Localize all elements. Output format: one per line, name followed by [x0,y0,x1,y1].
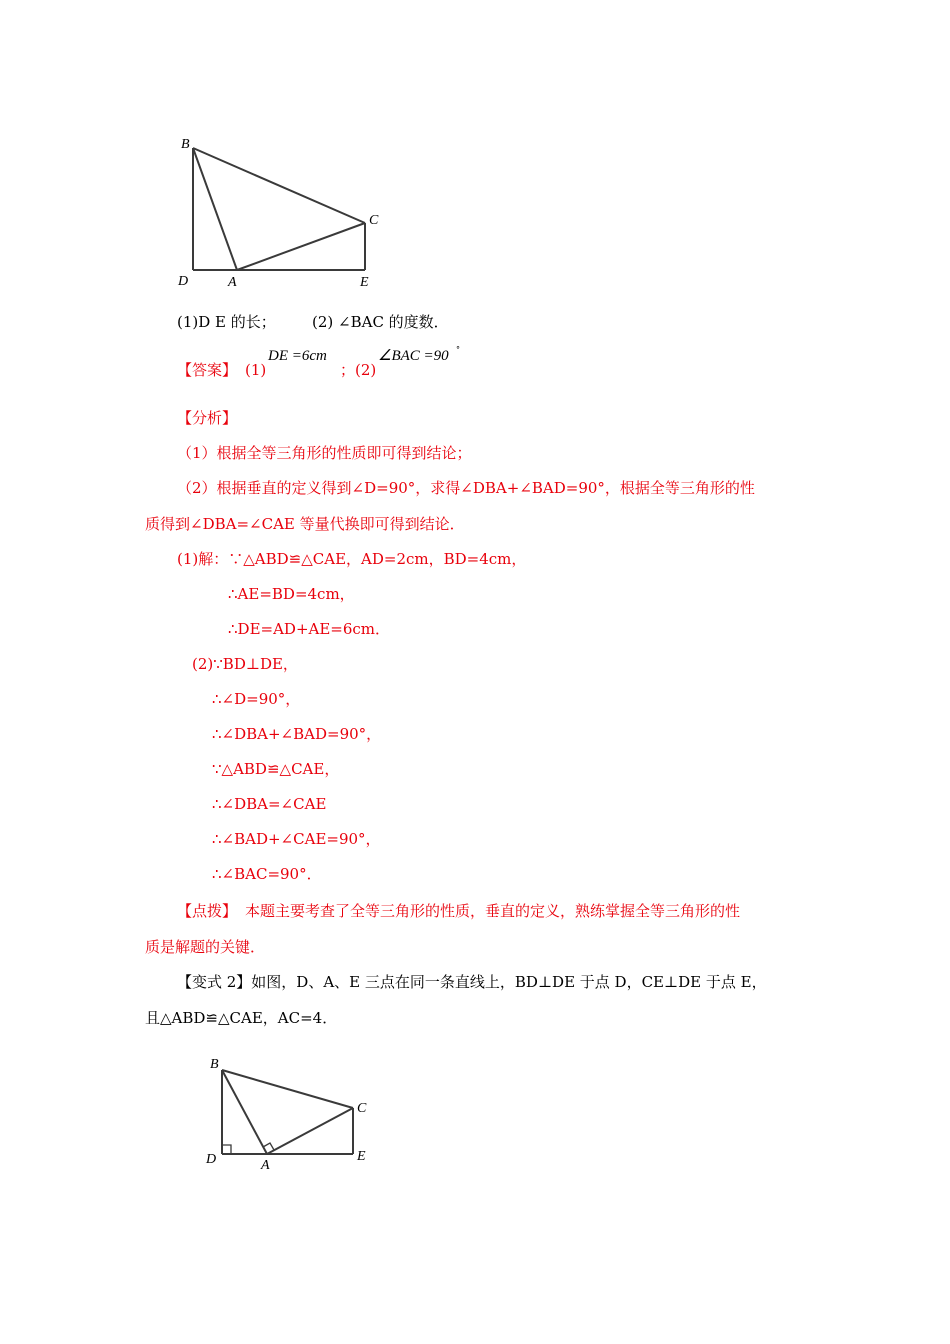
solution-step-9: ∴∠BAD+∠CAE=90°， [212,830,381,848]
solution-step-2: ∴AE=BD=4cm， [228,585,355,603]
answer-degree-mark: ° [456,345,460,354]
solution-step-8: ∴∠DBA=∠CAE [212,795,327,813]
label-b: B [181,137,190,152]
variant-line-2: 且△ABD≌△CAE，AC=4． [145,1009,338,1027]
solution-step-7: ∵△ABD≌△CAE， [212,760,340,778]
answer-separator: ；(2) [340,361,377,379]
tip-line-2: 质是解题的关键． [145,938,266,956]
analysis-line-3: 质得到∠DBA=∠CAE 等量代换即可得到结论． [145,515,465,533]
answer-part2-math: ∠BAC =90 [378,348,449,364]
solution-step-6: ∴∠DBA+∠BAD=90°， [212,725,382,743]
segment-ac [237,223,365,270]
label-a: A [261,1158,270,1173]
label-e: E [357,1149,366,1164]
label-d: D [206,1152,217,1167]
question-2: (2) ∠BAC 的度数． [312,313,449,331]
right-angle-mark-d [222,1145,231,1154]
label-c: C [357,1101,367,1116]
segment-ba [222,1070,267,1154]
label-e: E [360,275,369,290]
variant-line-1: 【变式 2】如图，D、A、E 三点在同一条直线上，BD⊥DE 于点 D，CE⊥DE 于点 E， [177,973,767,991]
answer-part1-prefix: (1) [245,361,267,379]
solution-step-5: ∴∠D=90°， [212,690,301,708]
geometry-figure-2 [200,1050,390,1180]
answer-part1-math: DE =6cm [268,348,327,364]
segment-ba [193,148,237,270]
label-b: B [210,1057,219,1072]
solution-step-1: (1)解：∵△ABD≌△CAE，AD=2cm，BD=4cm， [177,550,527,568]
solution-step-3: ∴DE=AD+AE=6cm． [228,620,391,638]
segment-bc [222,1070,353,1108]
answer-tag: 【答案】 [177,361,238,379]
label-c: C [369,213,379,228]
tip-line-1: 本题主要考查了全等三角形的性质，垂直的定义，熟练掌握全等三角形的性 [245,902,741,920]
geometry-figure-1 [170,130,390,295]
analysis-tag: 【分析】 [177,409,238,427]
analysis-line-2: （2）根据垂直的定义得到∠D=90°，求得∠DBA+∠BAD=90°，根据全等三角形的性 [177,479,755,497]
tip-tag: 【点拨】 [177,902,238,920]
solution-step-10: ∴∠BAC=90°． [212,865,322,883]
solution-step-4: (2)∵BD⊥DE， [192,655,298,673]
segment-ac [267,1108,353,1154]
segment-bc [193,148,365,223]
label-d: D [178,274,189,289]
analysis-line-1: （1）根据全等三角形的性质即可得到结论； [177,444,472,462]
question-1: (1)D E 的长； [177,313,276,331]
label-a: A [228,275,237,290]
